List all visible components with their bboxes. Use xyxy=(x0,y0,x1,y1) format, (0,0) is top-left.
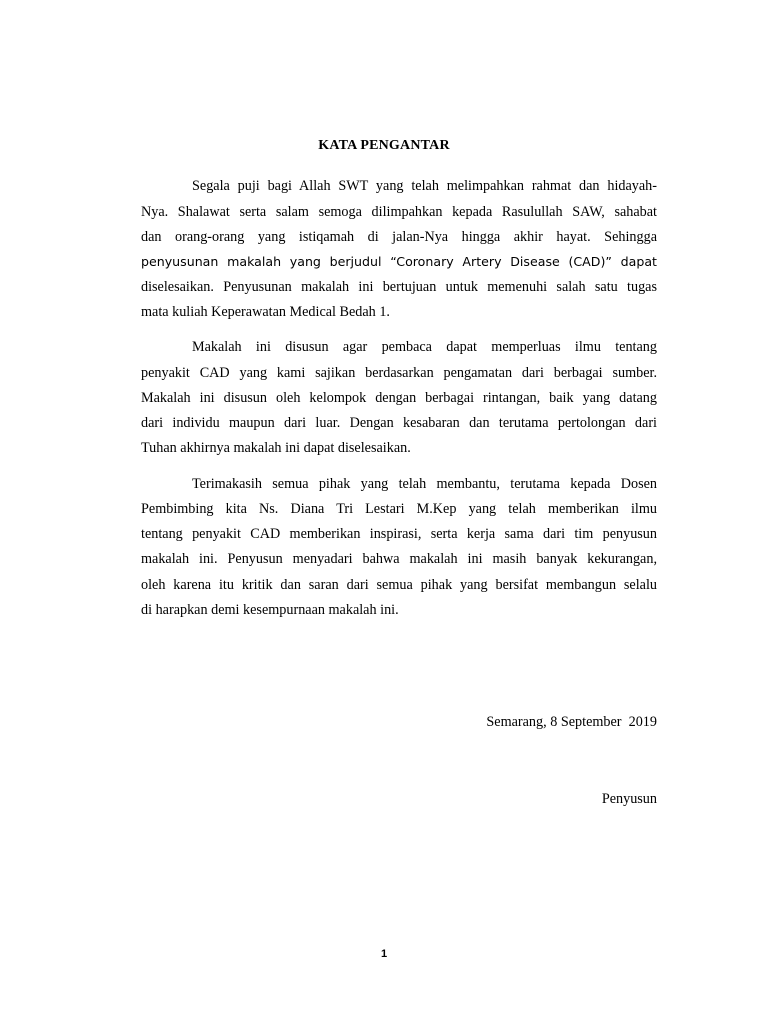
paragraph-line: mata kuliah Keperawatan Medical Bedah 1. xyxy=(141,304,390,320)
paragraph-line: penyusunan makalah yang berjudul “Coronary Artery Disease (CAD)” dapat xyxy=(141,254,657,269)
paragraph-line: Nya. Shalawat serta salam semoga dilimpahkan kepada Rasulullah SAW, sahabat xyxy=(141,204,657,220)
paragraph-line: tentang penyakit CAD memberikan inspirasi, serta kerja sama dari tim penyusun xyxy=(141,526,657,542)
paragraph-line: Tuhan akhirnya makalah ini dapat diselesaikan. xyxy=(141,440,411,456)
paragraph-line: Pembimbing kita Ns. Diana Tri Lestari M.Kep yang telah memberikan ilmu xyxy=(141,501,657,517)
paragraph-line: makalah ini. Penyusun menyadari bahwa makalah ini masih banyak kekurangan, xyxy=(141,551,657,567)
paragraph-line: Terimakasih semua pihak yang telah membantu, terutama kepada Dosen xyxy=(192,476,657,492)
page-number: 1 xyxy=(380,948,388,960)
author-signoff: Penyusun xyxy=(601,791,657,807)
page-title: KATA PENGANTAR xyxy=(318,138,450,153)
paragraph-line: dan orang-orang yang istiqamah di jalan-Nya hingga akhir hayat. Sehingga xyxy=(141,229,657,245)
paragraph-line: oleh karena itu kritik dan saran dari semua pihak yang bersifat membangun selalu xyxy=(141,577,657,593)
paragraph-line: Makalah ini disusun agar pembaca dapat memperluas ilmu tentang xyxy=(192,339,657,355)
paragraph-line: Makalah ini disusun oleh kelompok dengan berbagai rintangan, baik yang datang xyxy=(141,390,657,406)
place-date: Semarang, 8 September 2019 xyxy=(486,714,657,730)
paragraph-line: dari individu maupun dari luar. Dengan kesabaran dan terutama pertolongan dari xyxy=(141,415,657,431)
paragraph-line: diselesaikan. Penyusunan makalah ini bertujuan untuk memenuhi salah satu tugas xyxy=(141,279,657,295)
paragraph-line: di harapkan demi kesempurnaan makalah ini. xyxy=(141,602,399,618)
paragraph-line: Segala puji bagi Allah SWT yang telah melimpahkan rahmat dan hidayah- xyxy=(192,178,657,194)
paragraph-line: penyakit CAD yang kami sajikan berdasarkan pengamatan dari berbagai sumber. xyxy=(141,365,657,381)
